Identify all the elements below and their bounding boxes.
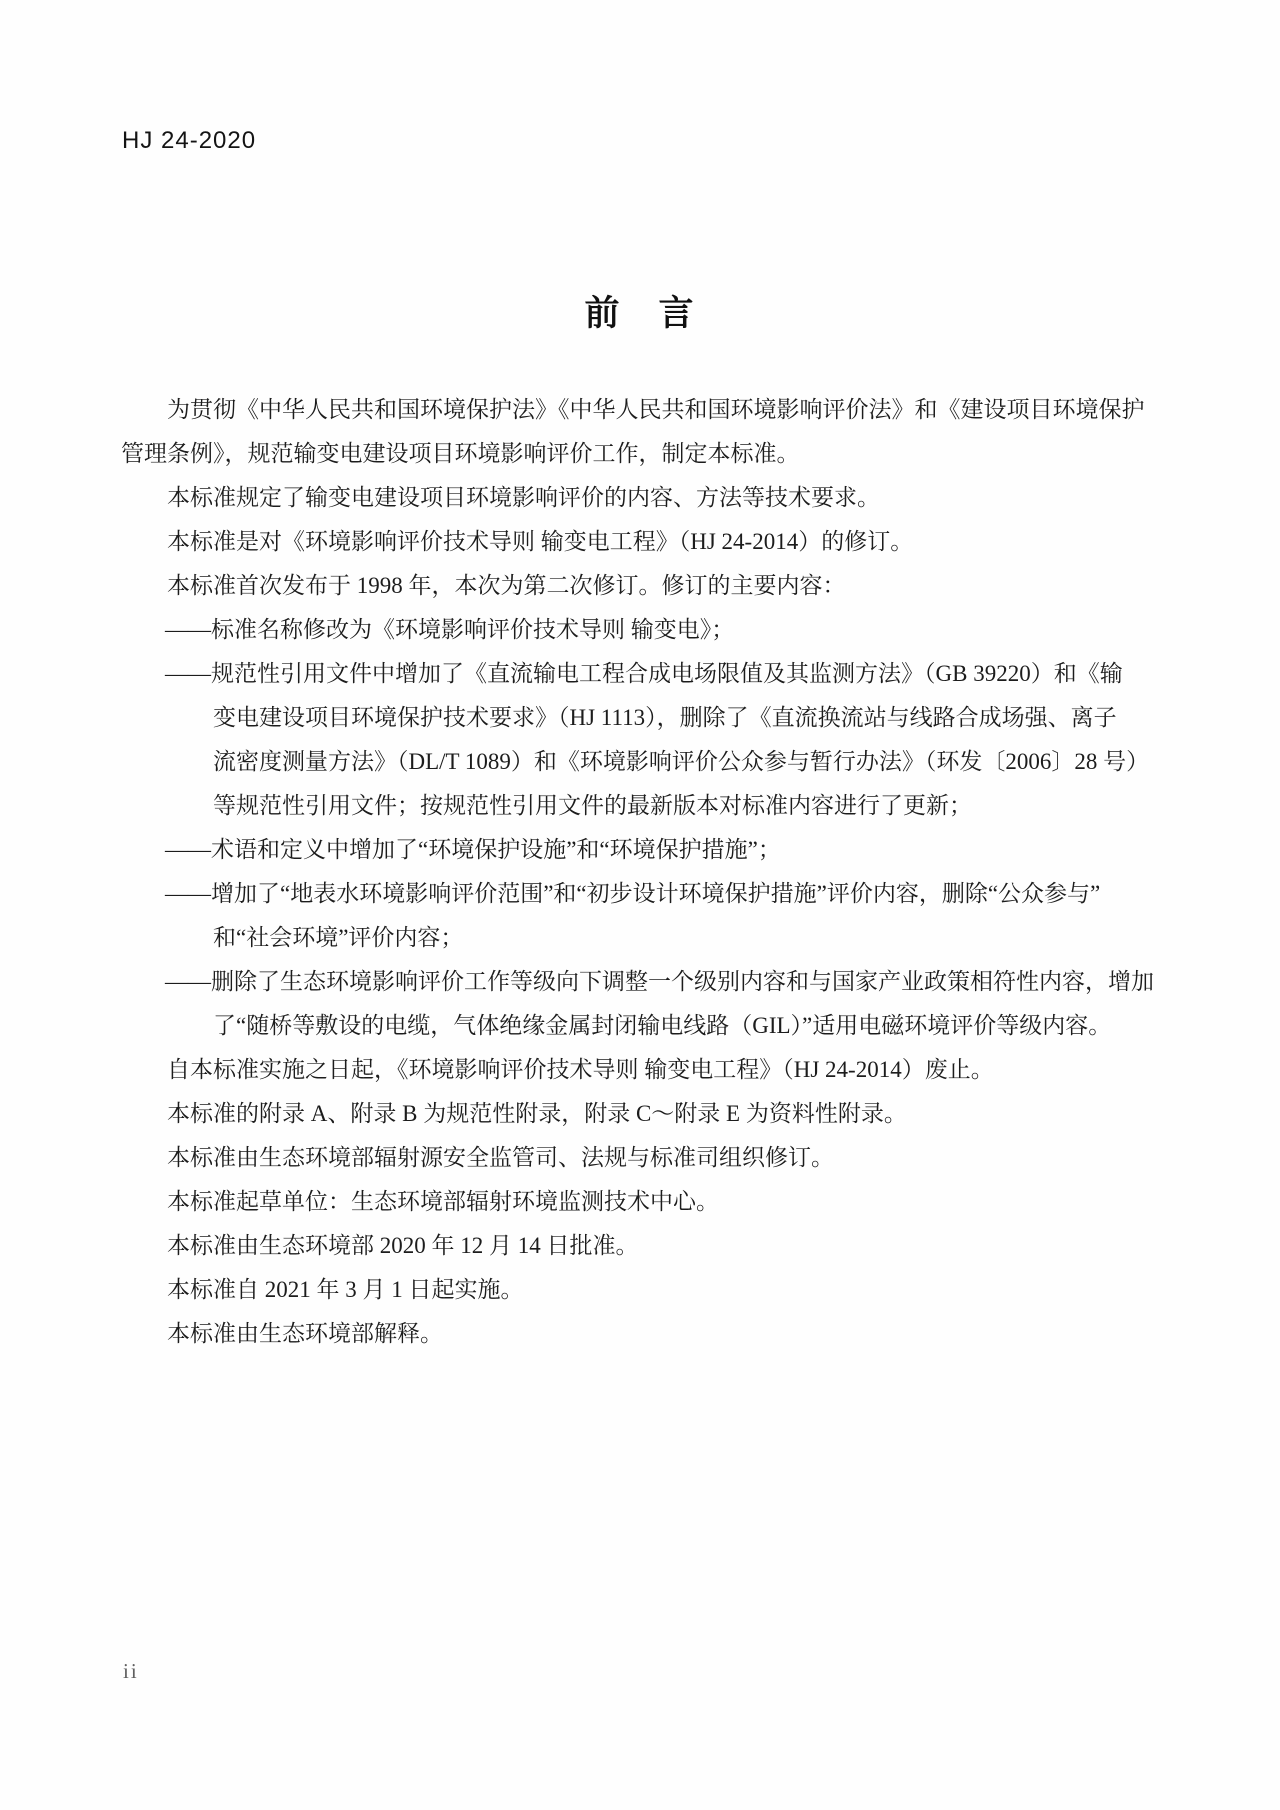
- running-header: HJ 24-2020: [122, 127, 257, 154]
- preface-body: [121, 388, 1188, 1356]
- text-line: 流密度测量方法》（DL/T 1089）和《环境影响评价公众参与暂行办法》（环发〔2006〕28 号）: [213, 749, 1150, 774]
- text-line: 了“随桥等敷设的电缆，气体绝缘金属封闭输电线路（GIL）”适用电磁环境评价等级内容。: [213, 1013, 1112, 1038]
- text-line: 本标准规定了输变电建设项目环境影响评价的内容、方法等技术要求。: [167, 485, 880, 510]
- text-line: 自本标准实施之日起，《环境影响评价技术导则 输变电工程》（HJ 24-2014）废止。: [167, 1057, 994, 1082]
- text-line: ——删除了生态环境影响评价工作等级向下调整一个级别内容和与国家产业政策相符性内容，增加: [165, 969, 1154, 994]
- text-line: ——增加了“地表水环境影响评价范围”和“初步设计环境保护措施”评价内容，删除“公众参与”: [165, 881, 1101, 906]
- text-line: 本标准的附录 A、附录 B 为规范性附录，附录 C～附录 E 为资料性附录。: [167, 1101, 907, 1126]
- page-number: ii: [123, 1659, 139, 1683]
- text-line: 本标准起草单位：生态环境部辐射环境监测技术中心。: [167, 1189, 719, 1214]
- text-line: 等规范性引用文件；按规范性引用文件的最新版本对标准内容进行了更新；: [213, 793, 972, 818]
- text-line: ——标准名称修改为《环境影响评价技术导则 输变电》；: [165, 617, 735, 642]
- text-line: 和“社会环境”评价内容；: [213, 925, 464, 950]
- text-line: 本标准是对《环境影响评价技术导则 输变电工程》（HJ 24-2014）的修订。: [167, 529, 914, 554]
- text-line: 本标准由生态环境部 2020 年 12 月 14 日批准。: [167, 1233, 639, 1258]
- text-line: ——规范性引用文件中增加了《直流输电工程合成电场限值及其监测方法》（GB 39220）和《输: [165, 661, 1123, 686]
- page-title: 前 言: [584, 294, 696, 333]
- text-line: 管理条例》，规范输变电建设项目环境影响评价工作，制定本标准。: [121, 441, 800, 466]
- text-line: 本标准首次发布于 1998 年，本次为第二次修订。修订的主要内容：: [167, 573, 846, 598]
- text-line: 本标准自 2021 年 3 月 1 日起实施。: [167, 1277, 524, 1302]
- text-line: 为贯彻《中华人民共和国环境保护法》《中华人民共和国环境影响评价法》和《建设项目环境保护: [167, 397, 1145, 422]
- text-line: 变电建设项目环境保护技术要求》（HJ 1113），删除了《直流换流站与线路合成场强、离子: [213, 705, 1117, 730]
- text-line: 本标准由生态环境部辐射源安全监管司、法规与标准司组织修订。: [167, 1145, 834, 1170]
- text-line: ——术语和定义中增加了“环境保护设施”和“环境保护措施”；: [165, 837, 781, 862]
- text-line: 本标准由生态环境部解释。: [167, 1321, 443, 1346]
